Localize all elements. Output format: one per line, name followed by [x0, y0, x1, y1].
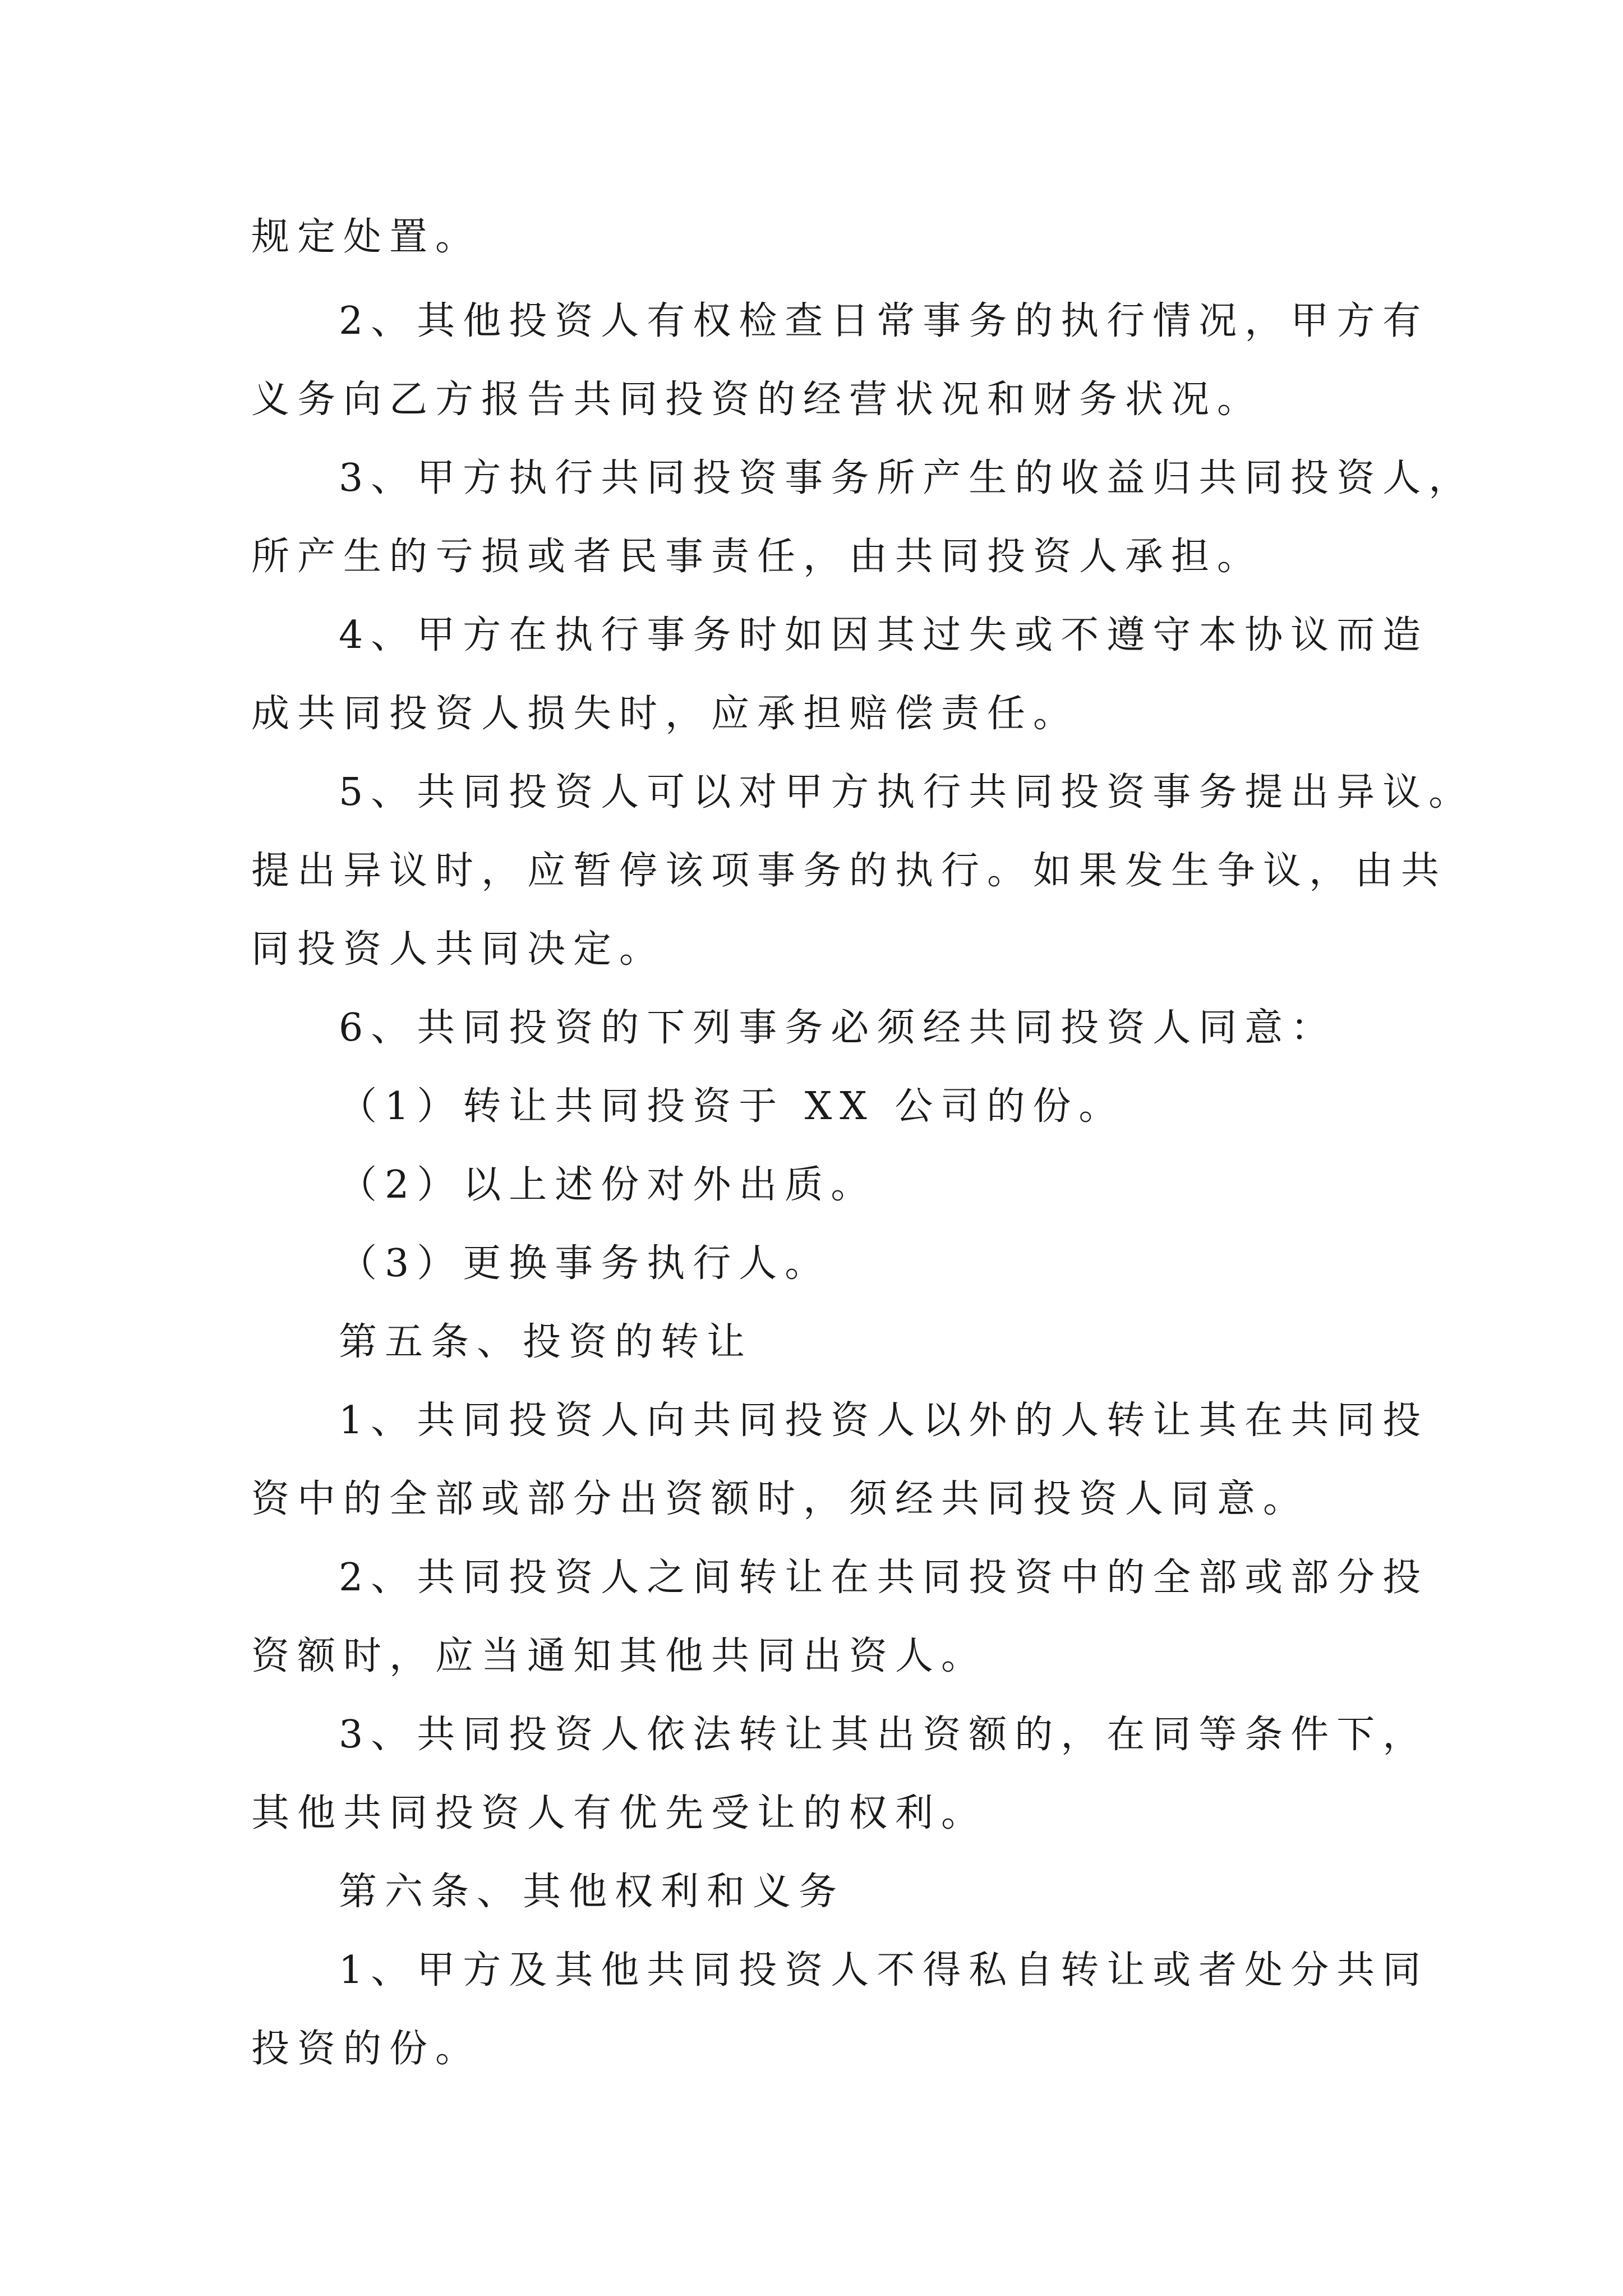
text-line: 3、甲方执行共同投资事务所产生的收益归共同投资人，: [339, 456, 1475, 500]
text-line: 资额时，应当通知其他共同出资人。: [251, 1634, 988, 1678]
text-line: 1、共同投资人向共同投资人以外的人转让其在共同投: [339, 1398, 1429, 1443]
text-line: 4、甲方在执行事务时如因其过失或不遵守本协议而造: [339, 613, 1429, 657]
section-heading: 第六条、其他权利和义务: [339, 1870, 845, 1914]
section-heading: 第五条、投资的转让: [339, 1320, 753, 1364]
list-item: （1）转让共同投资于 XX 公司的份。: [339, 1084, 1125, 1129]
list-item: （2）以上述份对外出质。: [339, 1163, 877, 1207]
text-line: 同投资人共同决定。: [251, 927, 666, 972]
list-item: （3）更换事务执行人。: [339, 1241, 831, 1286]
text-line: 规定处置。: [251, 215, 482, 259]
text-line: 投资的份。: [251, 2027, 482, 2071]
text-line: 成共同投资人损失时，应承担赔偿责任。: [251, 692, 1080, 736]
text-line: 其他共同投资人有优先受让的权利。: [251, 1791, 988, 1835]
text-line: 6、共同投资的下列事务必须经共同投资人同意：: [339, 1006, 1337, 1050]
text-line: 3、共同投资人依法转让其出资额的，在同等条件下，: [339, 1713, 1429, 1757]
text-line: 提出异议时，应暂停该项事务的执行。如果发生争议，由共: [251, 849, 1447, 893]
text-line: 所产生的亏损或者民事责任，由共同投资人承担。: [251, 535, 1264, 579]
text-line: 5、共同投资人可以对甲方执行共同投资事务提出异议。: [339, 770, 1475, 815]
text-line: 义务向乙方报告共同投资的经营状况和财务状况。: [251, 378, 1264, 422]
text-line: 资中的全部或部分出资额时，须经共同投资人同意。: [251, 1477, 1310, 1521]
text-line: 1、甲方及其他共同投资人不得私自转让或者处分共同: [339, 1948, 1429, 1993]
text-line: 2、其他投资人有权检查日常事务的执行情况，甲方有: [339, 299, 1429, 343]
text-line: 2、共同投资人之间转让在共同投资中的全部或部分投: [339, 1556, 1429, 1600]
